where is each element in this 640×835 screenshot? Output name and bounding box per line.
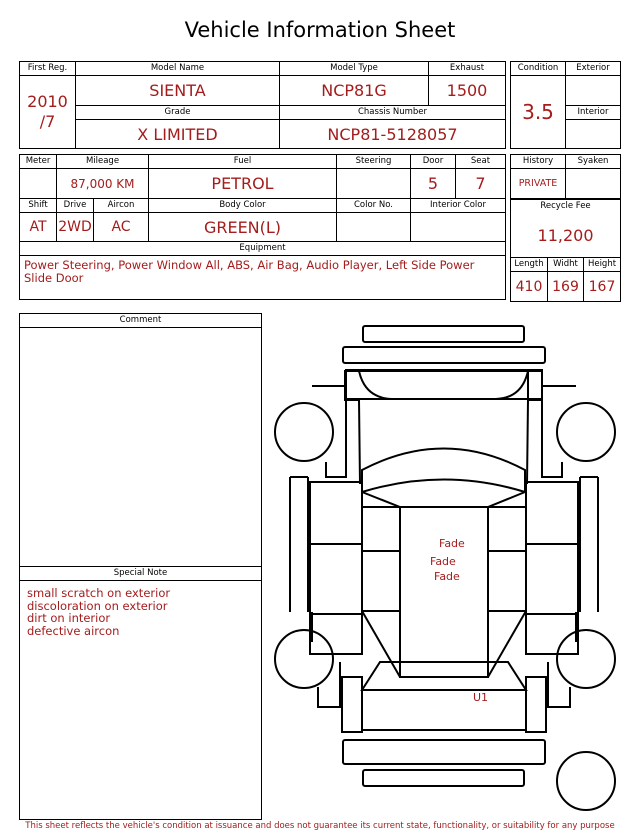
body-color-label: Body Color (149, 199, 337, 213)
front-left-fender (312, 386, 346, 477)
left-side-body (290, 477, 308, 612)
special-note-label: Special Note (20, 567, 261, 581)
color-no-label: Color No. (337, 199, 411, 213)
condition-label: Condition (511, 62, 566, 76)
model-name-value: SIENTA (76, 76, 280, 106)
drive-value: 2WD (57, 213, 94, 242)
front-left-wheel (275, 403, 333, 461)
exhaust-label: Exhaust (429, 62, 506, 76)
model-type-value: NCP81G (280, 76, 429, 106)
right-window-front (488, 507, 526, 551)
front-grille (343, 347, 545, 363)
steering-value (337, 169, 411, 199)
seat-label: Seat (456, 155, 506, 169)
height-label: Height (584, 258, 621, 272)
interior-value (566, 120, 621, 149)
fuel-label: Fuel (149, 155, 337, 169)
damage-marks (430, 537, 488, 704)
a-pillar-right (527, 400, 528, 484)
door-label: Door (411, 155, 456, 169)
condition-table (510, 61, 621, 149)
syaken-label: Syaken (566, 155, 621, 169)
rear-step (363, 770, 524, 786)
body-color-value: GREEN(L) (149, 213, 337, 242)
fuel-value: PETROL (149, 169, 337, 199)
history-value: PRIVATE (511, 169, 566, 199)
special-note-box (19, 566, 262, 820)
chassis-value: NCP81-5128057 (280, 120, 506, 149)
door-value: 5 (411, 169, 456, 199)
recycle-label: Recycle Fee (511, 200, 621, 214)
mileage-value: 87,000 KM (57, 169, 149, 199)
front-left-door (310, 482, 362, 544)
chassis-label: Chassis Number (280, 106, 506, 120)
exhaust-value: 1500 (429, 76, 506, 106)
rear-right-fender (548, 612, 576, 707)
steering-label: Steering (337, 155, 411, 169)
history-table (510, 154, 621, 199)
rear-bumper (343, 740, 545, 764)
length-value: 410 (511, 272, 548, 302)
width-value: 169 (548, 272, 584, 302)
syaken-value (566, 169, 621, 199)
page-title: Vehicle Information Sheet (184, 18, 456, 42)
damage-mark: Fade (434, 570, 460, 583)
special-note-item: small scratch on exterior (27, 586, 171, 600)
seat-value: 7 (456, 169, 506, 199)
rear-left-fender (312, 612, 340, 707)
first-reg-value: 2010 /7 (20, 76, 76, 149)
interior-label: Interior (566, 106, 621, 120)
front-right-door (526, 482, 578, 544)
special-note-item: discoloration on exterior (27, 598, 168, 613)
model-type-label: Model Type (280, 62, 429, 76)
aircon-value: AC (94, 213, 149, 242)
condition-value: 3.5 (511, 76, 566, 149)
recycle-value: 11,200 (511, 214, 621, 258)
equipment-label: Equipment (20, 242, 506, 256)
first-reg-label: First Reg. (20, 62, 76, 76)
hood-curve-right (496, 371, 528, 399)
aircon-label: Aircon (94, 199, 149, 213)
grade-label: Grade (76, 106, 280, 120)
rear-left-door (310, 544, 362, 614)
drive-label: Drive (57, 199, 94, 213)
height-value: 167 (584, 272, 621, 302)
rear-right-door (526, 544, 578, 614)
car-damage-diagram (270, 322, 630, 817)
special-note-item: dirt on interior (27, 611, 111, 625)
history-label: History (511, 155, 566, 169)
a-pillar-left (359, 400, 360, 484)
equipment-value: Power Steering, Power Window All, ABS, Air Bag, Audio Player, Left Side Power Slide Door (20, 256, 506, 300)
roof-outline (362, 492, 525, 507)
color-no-value (337, 213, 411, 242)
spare-wheel (557, 752, 615, 810)
shift-label: Shift (20, 199, 57, 213)
specs-table (19, 154, 506, 300)
basic-info-table (19, 61, 506, 149)
special-note-item: defective aircon (27, 623, 120, 638)
right-window-rear (488, 551, 526, 611)
front-bumper (363, 326, 524, 342)
exterior-label: Exterior (566, 62, 621, 76)
rear-window (362, 611, 526, 677)
length-label: Length (511, 258, 548, 272)
tailgate-panel (362, 690, 526, 730)
shift-value: AT (20, 213, 57, 242)
rear-light-left (342, 677, 362, 732)
special-note-list (20, 581, 261, 637)
recycle-table (510, 199, 621, 302)
comment-label: Comment (20, 314, 261, 328)
rear-light-right (526, 677, 546, 732)
damage-mark: Fade (430, 555, 456, 568)
width-label: Widht (548, 258, 584, 272)
right-side-body (580, 477, 598, 612)
damage-mark: U1 (473, 691, 489, 704)
mileage-label: Mileage (57, 155, 149, 169)
comment-box (19, 313, 262, 567)
front-right-wheel (557, 403, 615, 461)
meter-label: Meter (20, 155, 57, 169)
rear-left-wheel (275, 630, 333, 688)
left-window-front (362, 507, 400, 551)
car-outline (275, 326, 615, 810)
left-window-rear (362, 551, 400, 611)
model-name-label: Model Name (76, 62, 280, 76)
exterior-value (566, 76, 621, 106)
windshield (362, 449, 525, 493)
rear-right-wheel (557, 630, 615, 688)
hood-curve-left (359, 371, 392, 399)
disclaimer-footer: This sheet reflects the vehicle's condition at issuance and does not guarantee its current state, functionality, or suitability for any purpose (25, 821, 615, 831)
interior-color-value (411, 213, 506, 242)
roof-panel (400, 507, 488, 677)
damage-mark: Fade (439, 537, 465, 550)
grade-value: X LIMITED (76, 120, 280, 149)
meter-value (20, 169, 57, 199)
interior-color-label: Interior Color (411, 199, 506, 213)
front-right-fender (542, 386, 576, 477)
